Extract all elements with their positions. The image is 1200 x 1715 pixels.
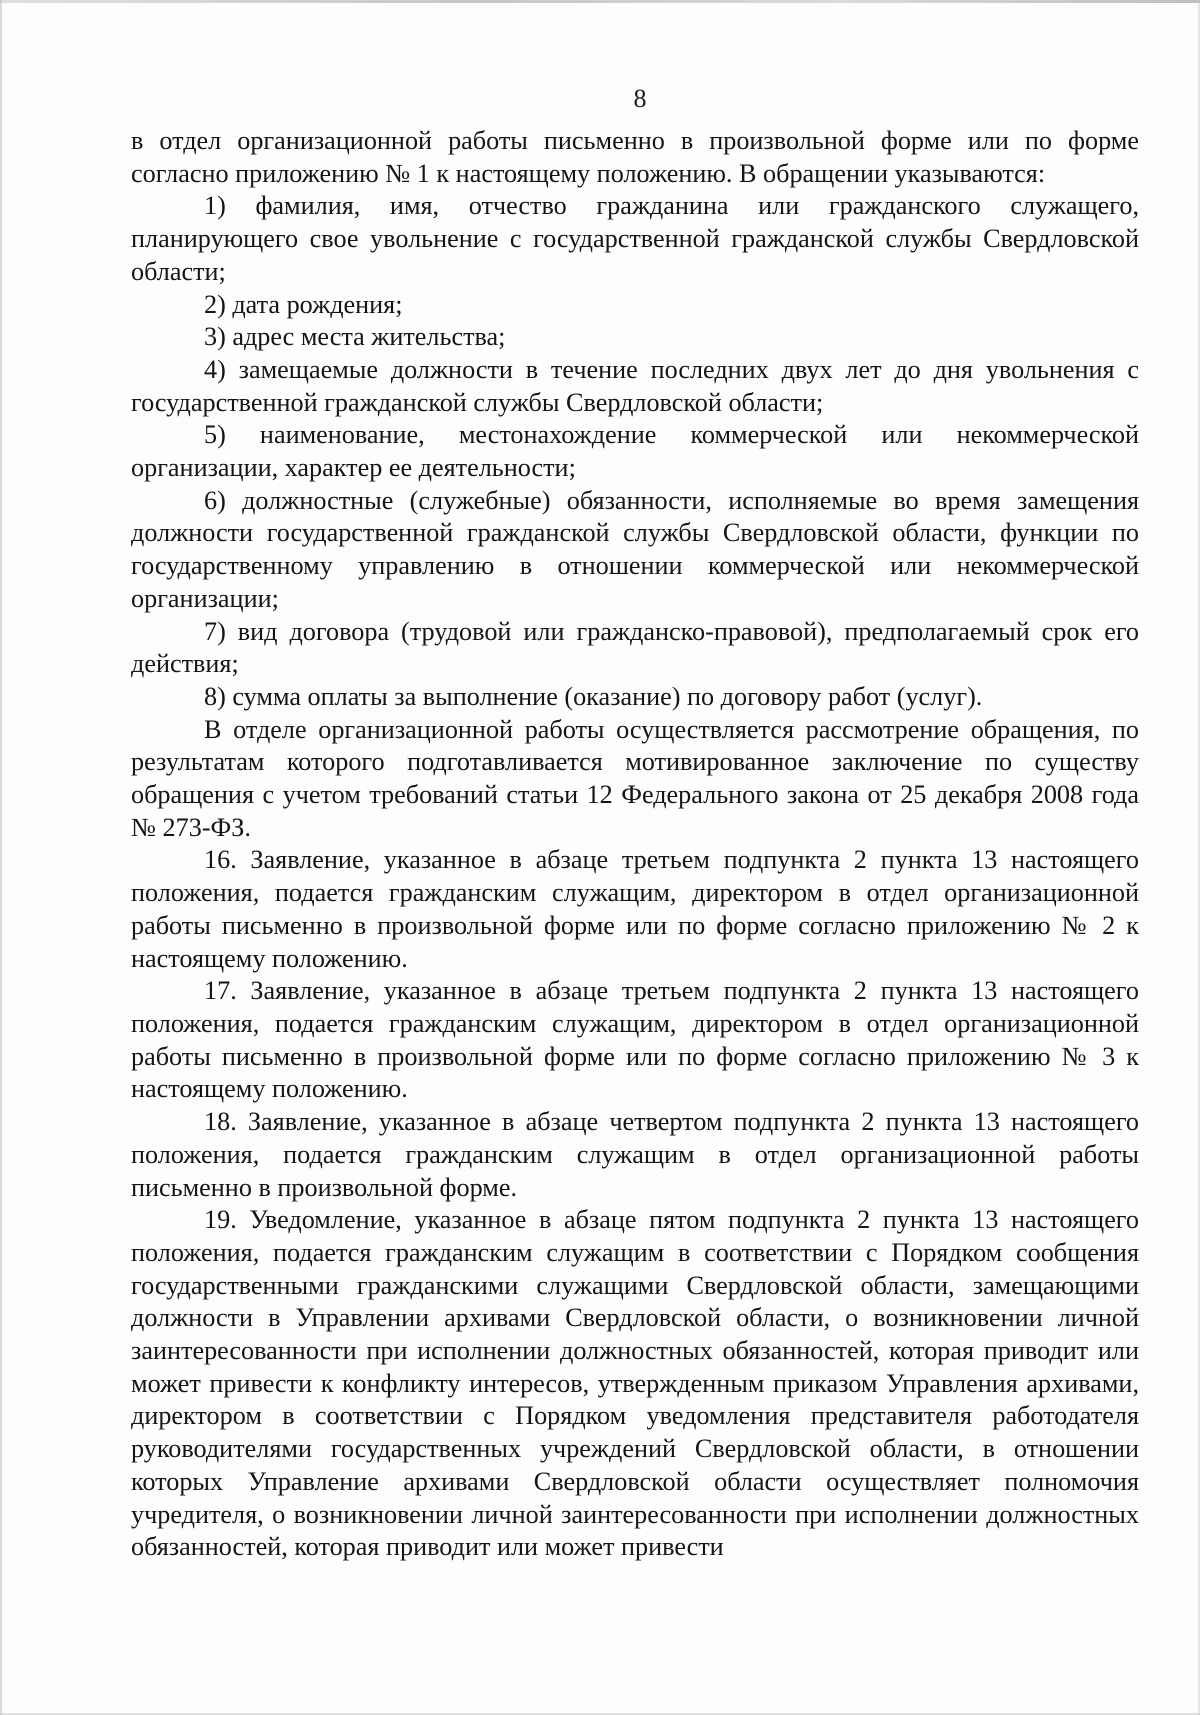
list-item-4: 4) замещаемые должности в течение последних двух лет до дня увольнения с государственной гражданской службы Свердловской области;	[131, 354, 1139, 417]
list-item-7: 7) вид договора (трудовой или гражданско-правовой), предполагаемый срок его действия;	[131, 616, 1139, 679]
list-item-8: 8) сумма оплаты за выполнение (оказание) по договору работ (услуг).	[204, 681, 983, 711]
list-item-2: 2) дата рождения;	[204, 289, 403, 319]
paragraph-review: В отделе организационной работы осуществляется рассмотрение обращения, по результатам которого подготавливается мотивированное заключение по существу обращения с учетом требований статьи 12 Федерального закона от 25 декабря 2008 года № 273-ФЗ.	[131, 714, 1139, 842]
clause-17: 17. Заявление, указанное в абзаце третьем подпункта 2 пункта 13 настоящего положения, подается гражданским служащим, директором в отдел организационной работы письменно в произвольной форме или по форме согласно приложению № 3 к настоящему положению.	[131, 976, 1139, 1104]
list-item-6: 6) должностные (служебные) обязанности, исполняемые во время замещения должности государственной гражданской службы Свердловской области, функции по государственному управлению в отношении коммерческой или некоммерческой организации;	[131, 485, 1139, 613]
scan-edge-top	[0, 0, 1200, 3]
page-number: 8	[633, 84, 647, 113]
clause-19: 19. Уведомление, указанное в абзаце пятом подпункта 2 пункта 13 настоящего положения, подается гражданским служащим в соответствии с Порядком сообщения государственными гражданскими служащими Свердловской области, замещающими должности в Управлении архивами Свердловской области, о возникновении личной заинтересованности при исполнении должностных обязанностей, которая приводит или может привести к конфликту интересов, утвержденным приказом Управления архивами, директором в соответствии с Порядком уведомления представителя работодателя руководителями государственных учреждений Свердловской области, в отношении которых Управление архивами Свердловской области осуществляет полномочия учредителя, о возникновении личной заинтересованности при исполнении должностных обязанностей, которая приводит или может привести	[131, 1205, 1139, 1562]
list-item-3: 3) адрес места жительства;	[204, 322, 506, 352]
list-item-1: 1) фамилия, имя, отчество гражданина или гражданского служащего, планирующего свое увольнение с государственной гражданской службы Свердловской области;	[131, 191, 1139, 286]
clause-18: 18. Заявление, указанное в абзаце четвертом подпункта 2 пункта 13 настоящего положения, подается гражданским служащим в отдел организационной работы письменно в произвольной форме.	[131, 1107, 1139, 1202]
paragraph-intro: в отдел организационной работы письменно в произвольной форме или по форме согласно приложению № 1 к настоящему положению. В обращении указываются:	[131, 126, 1139, 188]
scan-edge-left	[0, 0, 2, 1715]
document-body	[131, 125, 1139, 1564]
list-item-5: 5) наименование, местонахождение коммерческой или некоммерческой организации, характер ее деятельности;	[131, 420, 1139, 483]
clause-16: 16. Заявление, указанное в абзаце третьем подпункта 2 пункта 13 настоящего положения, подается гражданским служащим, директором в отдел организационной работы письменно в произвольной форме или по форме согласно приложению № 2 к настоящему положению.	[131, 845, 1139, 973]
